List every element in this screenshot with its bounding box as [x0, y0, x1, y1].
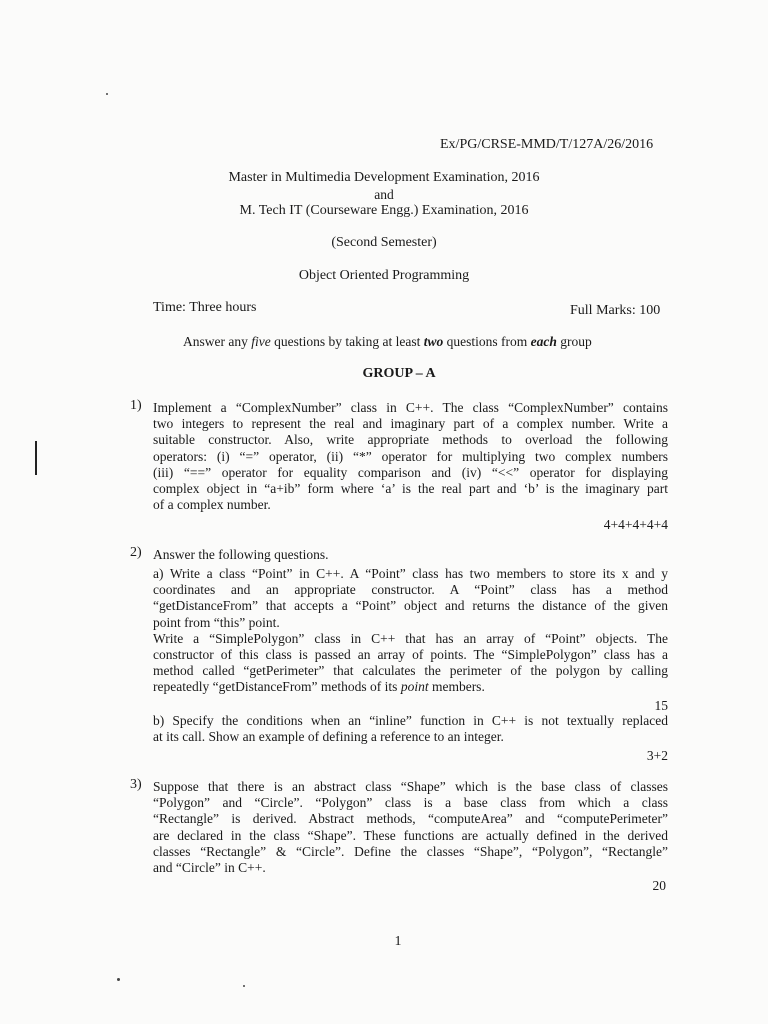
question-line: classes “Rectangle” & “Circle”. Define the classes “Shape”, “Polygon”, “Rectangle”: [153, 843, 668, 859]
exam-time: Time: Three hours: [153, 300, 257, 315]
question-number: 2): [130, 545, 142, 560]
scan-speck: [243, 985, 245, 987]
question-line: method called “getPerimeter” that calculates the perimeter of the polygon by calling: [153, 663, 668, 679]
scan-speck: [117, 978, 120, 981]
question-2b-text: [153, 713, 668, 745]
question-line: of a complex number.: [153, 497, 271, 513]
question-1-text: [153, 400, 668, 513]
group-title: GROUP – A: [362, 366, 436, 381]
question-line: “Rectangle” is derived. Abstract methods, “computeArea” and “computePerimeter”: [153, 811, 668, 827]
question-number: 3): [130, 777, 142, 792]
question-line: “getDistanceFrom” that accepts a “Point” object and returns the distance of the given: [153, 598, 668, 614]
question-line: b) Specify the conditions when an “inline” function in C++ is not textually replaced: [153, 713, 668, 728]
question-line: and “Circle” in C++.: [153, 860, 266, 876]
question-line: at its call. Show an example of defining a reference to an integer.: [153, 729, 504, 745]
question-line: “Polygon” and “Circle”. “Polygon” class is a base class from which a class: [153, 795, 668, 811]
question-3-text: [153, 779, 668, 876]
question-line: repeatedly “getDistanceFrom” methods of its point members.: [153, 679, 485, 695]
page-number: 1: [394, 934, 402, 949]
question-line: a) Write a class “Point” in C++. A “Point” class has two members to store its x and y: [153, 566, 668, 581]
question-line: point from “this” point.: [153, 614, 280, 630]
question-number: 1): [130, 398, 142, 413]
question-line: operators: (i) “=” operator, (ii) “*” operator for multiplying two complex numbers: [153, 448, 668, 464]
question-line: two integers to represent the real and imaginary part of a complex number. Write a: [153, 416, 668, 432]
question-line: (iii) “==” operator for equality comparison and (iv) “<<” operator for displaying: [153, 464, 668, 480]
exam-title-line1: Master in Multimedia Development Examination, 2016: [228, 170, 540, 185]
paper-code: Ex/PG/CRSE-MMD/T/127A/26/2016: [440, 137, 654, 152]
question-line: complex object in “a+ib” form where ‘a’ is the real part and ‘b’ is the imaginary part: [153, 481, 668, 497]
question-line: constructor of this class is passed an array of points. The “SimplePolygon” class has a: [153, 647, 668, 663]
question-3-marks: 20: [652, 878, 666, 893]
question-line: Implement a “ComplexNumber” class in C++. The class “ComplexNumber” contains: [153, 400, 668, 415]
question-1-marks: 4+4+4+4+4: [603, 517, 668, 532]
full-marks: Full Marks: 100: [570, 303, 661, 318]
subject-title: Object Oriented Programming: [298, 268, 470, 283]
question-2b-marks: 3+2: [646, 748, 668, 763]
question-line: Suppose that there is an abstract class “Shape” which is the base class of classes: [153, 779, 668, 794]
question-line: Write a “SimplePolygon” class in C++ that has an array of “Point” objects. The: [153, 630, 668, 646]
question-line: coordinates and an appropriate constructor. A “Point” class has a method: [153, 582, 668, 598]
question-2a-text: [153, 566, 668, 696]
question-line: suitable constructor. Also, write appropriate methods to overload the following: [153, 432, 668, 448]
question-2-heading: Answer the following questions.: [153, 547, 329, 562]
instructions: Answer any five questions by taking at least two questions from each group: [183, 334, 592, 349]
exam-title-line2: M. Tech IT (Courseware Engg.) Examination, 2016: [239, 203, 529, 218]
scan-speck: [106, 93, 108, 95]
question-2a-marks: 15: [654, 698, 668, 713]
question-line: are declared in the class “Shape”. These functions are actually defined in the derived: [153, 827, 668, 843]
exam-title-and: and: [374, 187, 394, 202]
scan-margin-mark: [35, 441, 37, 475]
semester: (Second Semester): [331, 235, 437, 250]
